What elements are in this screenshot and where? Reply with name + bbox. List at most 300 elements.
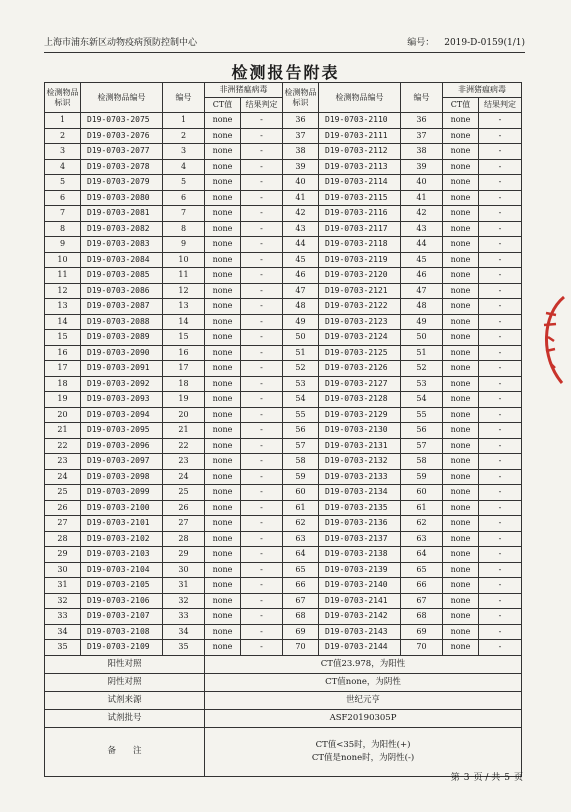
sample-code-cell: D19-0703-2077 <box>81 144 163 160</box>
result-cell: - <box>241 283 283 299</box>
ct-value-cell: none <box>205 252 241 268</box>
header-index: 编号 <box>163 83 205 113</box>
sample-id-cell: 62 <box>283 516 319 532</box>
ct-value-cell: none <box>205 113 241 129</box>
table-row <box>45 624 522 640</box>
sample-id-cell: 17 <box>45 361 81 377</box>
ct-value-cell: none <box>443 237 479 253</box>
page-current: 3 <box>463 773 470 783</box>
seal-arc <box>546 297 564 383</box>
ct-value-cell: none <box>205 516 241 532</box>
result-cell: - <box>479 423 522 439</box>
header-virus: 非洲猪瘟病毒 <box>205 83 283 98</box>
result-cell: - <box>241 299 283 315</box>
index-cell: 42 <box>401 206 443 222</box>
ct-value-cell: none <box>443 547 479 563</box>
sample-code-cell: D19-0703-2127 <box>319 376 401 392</box>
number-value: 2019-D-0159(1/1) <box>444 38 525 48</box>
sample-id-cell: 32 <box>45 593 81 609</box>
table-row <box>45 423 522 439</box>
sample-id-cell: 60 <box>283 485 319 501</box>
index-cell: 54 <box>401 392 443 408</box>
sample-code-cell: D19-0703-2119 <box>319 252 401 268</box>
header-sample-code: 检测物品编号 <box>319 83 401 113</box>
ct-value-cell: none <box>443 562 479 578</box>
index-cell: 51 <box>401 345 443 361</box>
ct-value-cell: none <box>443 314 479 330</box>
result-cell: - <box>479 392 522 408</box>
index-cell: 9 <box>163 237 205 253</box>
sample-code-cell: D19-0703-2075 <box>81 113 163 129</box>
positive-control-label: 阳性对照 <box>45 655 205 673</box>
sample-id-cell: 14 <box>45 314 81 330</box>
sample-id-cell: 10 <box>45 252 81 268</box>
table-row <box>45 175 522 191</box>
ct-value-cell: none <box>205 562 241 578</box>
result-cell: - <box>241 469 283 485</box>
header-divider <box>44 52 525 53</box>
table-row <box>45 314 522 330</box>
index-cell: 19 <box>163 392 205 408</box>
index-cell: 39 <box>401 159 443 175</box>
positive-control-value: CT值23.978，为阳性 <box>205 655 522 673</box>
result-cell: - <box>241 547 283 563</box>
index-cell: 68 <box>401 609 443 625</box>
sample-code-cell: D19-0703-2128 <box>319 392 401 408</box>
ct-value-cell: none <box>205 531 241 547</box>
sample-id-cell: 49 <box>283 314 319 330</box>
result-cell: - <box>479 609 522 625</box>
page-suffix: 页 <box>513 773 523 783</box>
index-cell: 48 <box>401 299 443 315</box>
result-cell: - <box>479 485 522 501</box>
ct-value-cell: none <box>443 624 479 640</box>
number-label: 编号： <box>407 38 435 48</box>
result-cell: - <box>479 268 522 284</box>
result-cell: - <box>479 252 522 268</box>
sample-id-cell: 1 <box>45 113 81 129</box>
sample-code-cell: D19-0703-2130 <box>319 423 401 439</box>
sample-code-cell: D19-0703-2124 <box>319 330 401 346</box>
page-indicator <box>449 770 525 783</box>
index-cell: 49 <box>401 314 443 330</box>
header-sample-id: 检测物品标识 <box>45 83 81 113</box>
ct-value-cell: none <box>443 330 479 346</box>
reagent-batch-label: 试剂批号 <box>45 709 205 727</box>
ct-value-cell: none <box>443 438 479 454</box>
sample-code-cell: D19-0703-2112 <box>319 144 401 160</box>
reagent-batch-row <box>45 709 522 727</box>
sample-code-cell: D19-0703-2092 <box>81 376 163 392</box>
sample-id-cell: 48 <box>283 299 319 315</box>
sample-code-cell: D19-0703-2116 <box>319 206 401 222</box>
result-cell: - <box>241 593 283 609</box>
sample-code-cell: D19-0703-2131 <box>319 438 401 454</box>
result-cell: - <box>241 175 283 191</box>
index-cell: 63 <box>401 531 443 547</box>
ct-value-cell: none <box>205 144 241 160</box>
result-cell: - <box>241 361 283 377</box>
report-header <box>44 36 525 50</box>
result-cell: - <box>479 624 522 640</box>
sample-id-cell: 6 <box>45 190 81 206</box>
sample-code-cell: D19-0703-2105 <box>81 578 163 594</box>
sample-code-cell: D19-0703-2113 <box>319 159 401 175</box>
result-cell: - <box>241 438 283 454</box>
table-row <box>45 376 522 392</box>
index-cell: 7 <box>163 206 205 222</box>
sample-id-cell: 12 <box>45 283 81 299</box>
ct-value-cell: none <box>443 578 479 594</box>
ct-value-cell: none <box>205 392 241 408</box>
table-row <box>45 640 522 656</box>
result-cell: - <box>479 330 522 346</box>
sample-code-cell: D19-0703-2122 <box>319 299 401 315</box>
sample-id-cell: 23 <box>45 454 81 470</box>
sample-id-cell: 31 <box>45 578 81 594</box>
ct-value-cell: none <box>443 392 479 408</box>
result-cell: - <box>479 500 522 516</box>
sample-id-cell: 44 <box>283 237 319 253</box>
index-cell: 29 <box>163 547 205 563</box>
ct-value-cell: none <box>205 376 241 392</box>
page-middle: 页 / 共 <box>473 773 501 783</box>
result-cell: - <box>241 516 283 532</box>
sample-code-cell: D19-0703-2135 <box>319 500 401 516</box>
index-cell: 36 <box>401 113 443 129</box>
ct-value-cell: none <box>205 547 241 563</box>
index-cell: 40 <box>401 175 443 191</box>
ct-value-cell: none <box>205 190 241 206</box>
sample-code-cell: D19-0703-2137 <box>319 531 401 547</box>
page-title: 检测报告附表 <box>231 63 340 82</box>
header-ct-value: CT值 <box>205 98 241 113</box>
ct-value-cell: none <box>205 423 241 439</box>
result-cell: - <box>479 175 522 191</box>
ct-value-cell: none <box>443 454 479 470</box>
sample-code-cell: D19-0703-2114 <box>319 175 401 191</box>
ct-value-cell: none <box>205 159 241 175</box>
table-row <box>45 113 522 129</box>
sample-code-cell: D19-0703-2120 <box>319 268 401 284</box>
sample-code-cell: D19-0703-2080 <box>81 190 163 206</box>
index-cell: 18 <box>163 376 205 392</box>
table-row <box>45 144 522 160</box>
result-cell: - <box>479 593 522 609</box>
sample-id-cell: 25 <box>45 485 81 501</box>
ct-value-cell: none <box>205 299 241 315</box>
results-table <box>44 82 522 777</box>
sample-code-cell: D19-0703-2117 <box>319 221 401 237</box>
result-cell: - <box>479 438 522 454</box>
remarks-label: 备 注 <box>45 727 205 776</box>
result-cell: - <box>241 376 283 392</box>
result-cell: - <box>479 190 522 206</box>
index-cell: 8 <box>163 221 205 237</box>
table-row <box>45 128 522 144</box>
ct-value-cell: none <box>205 268 241 284</box>
sample-id-cell: 16 <box>45 345 81 361</box>
ct-value-cell: none <box>443 345 479 361</box>
sample-code-cell: D19-0703-2100 <box>81 500 163 516</box>
sample-code-cell: D19-0703-2143 <box>319 624 401 640</box>
sample-code-cell: D19-0703-2095 <box>81 423 163 439</box>
ct-value-cell: none <box>205 128 241 144</box>
ct-value-cell: none <box>443 531 479 547</box>
sample-code-cell: D19-0703-2093 <box>81 392 163 408</box>
header-virus: 非洲猪瘟病毒 <box>443 83 522 98</box>
table-row <box>45 268 522 284</box>
sample-code-cell: D19-0703-2094 <box>81 407 163 423</box>
sample-code-cell: D19-0703-2090 <box>81 345 163 361</box>
sample-code-cell: D19-0703-2126 <box>319 361 401 377</box>
sample-id-cell: 36 <box>283 113 319 129</box>
result-cell: - <box>479 237 522 253</box>
sample-id-cell: 53 <box>283 376 319 392</box>
index-cell: 15 <box>163 330 205 346</box>
sample-id-cell: 3 <box>45 144 81 160</box>
index-cell: 35 <box>163 640 205 656</box>
sample-id-cell: 13 <box>45 299 81 315</box>
index-cell: 23 <box>163 454 205 470</box>
index-cell: 67 <box>401 593 443 609</box>
ct-value-cell: none <box>205 500 241 516</box>
result-cell: - <box>241 190 283 206</box>
ct-value-cell: none <box>443 609 479 625</box>
ct-value-cell: none <box>443 376 479 392</box>
sample-code-cell: D19-0703-2115 <box>319 190 401 206</box>
ct-value-cell: none <box>205 345 241 361</box>
organization-name: 上海市浦东新区动物疫病预防控制中心 <box>44 38 198 48</box>
result-cell: - <box>479 144 522 160</box>
sample-id-cell: 58 <box>283 454 319 470</box>
result-cell: - <box>479 376 522 392</box>
table-row <box>45 237 522 253</box>
ct-value-cell: none <box>443 221 479 237</box>
header-ct-value: CT值 <box>443 98 479 113</box>
table-row <box>45 330 522 346</box>
sample-id-cell: 50 <box>283 330 319 346</box>
sample-code-cell: D19-0703-2079 <box>81 175 163 191</box>
positive-control-row <box>45 655 522 673</box>
index-cell: 3 <box>163 144 205 160</box>
sample-id-cell: 63 <box>283 531 319 547</box>
sample-code-cell: D19-0703-2118 <box>319 237 401 253</box>
sample-id-cell: 41 <box>283 190 319 206</box>
result-cell: - <box>479 531 522 547</box>
sample-id-cell: 54 <box>283 392 319 408</box>
result-cell: - <box>479 578 522 594</box>
sample-code-cell: D19-0703-2136 <box>319 516 401 532</box>
sample-code-cell: D19-0703-2125 <box>319 345 401 361</box>
results-body <box>45 113 522 777</box>
sample-id-cell: 55 <box>283 407 319 423</box>
ct-value-cell: none <box>205 361 241 377</box>
sample-id-cell: 21 <box>45 423 81 439</box>
sample-id-cell: 64 <box>283 547 319 563</box>
remarks-line-1: CT值<35时，为阳性(+) <box>315 739 411 750</box>
sample-id-cell: 8 <box>45 221 81 237</box>
result-cell: - <box>479 516 522 532</box>
result-cell: - <box>241 206 283 222</box>
sample-code-cell: D19-0703-2132 <box>319 454 401 470</box>
ct-value-cell: none <box>205 175 241 191</box>
result-cell: - <box>241 392 283 408</box>
sample-code-cell: D19-0703-2110 <box>319 113 401 129</box>
sample-code-cell: D19-0703-2138 <box>319 547 401 563</box>
ct-value-cell: none <box>443 252 479 268</box>
sample-code-cell: D19-0703-2085 <box>81 268 163 284</box>
reagent-source-value: 世纪元亨 <box>205 691 522 709</box>
remarks-row <box>45 727 522 776</box>
negative-control-label: 阴性对照 <box>45 673 205 691</box>
result-cell: - <box>241 407 283 423</box>
table-row <box>45 562 522 578</box>
sample-id-cell: 57 <box>283 438 319 454</box>
table-row <box>45 392 522 408</box>
table-row <box>45 516 522 532</box>
sample-id-cell: 37 <box>283 128 319 144</box>
result-cell: - <box>479 283 522 299</box>
index-cell: 38 <box>401 144 443 160</box>
index-cell: 62 <box>401 516 443 532</box>
table-row <box>45 454 522 470</box>
index-cell: 65 <box>401 562 443 578</box>
red-stamp-seal <box>536 295 566 385</box>
result-cell: - <box>479 407 522 423</box>
sample-id-cell: 26 <box>45 500 81 516</box>
sample-id-cell: 46 <box>283 268 319 284</box>
table-row <box>45 159 522 175</box>
sample-code-cell: D19-0703-2088 <box>81 314 163 330</box>
ct-value-cell: none <box>443 206 479 222</box>
sample-id-cell: 2 <box>45 128 81 144</box>
result-cell: - <box>241 314 283 330</box>
ct-value-cell: none <box>443 175 479 191</box>
header-sample-id: 检测物品标识 <box>283 83 319 113</box>
index-cell: 10 <box>163 252 205 268</box>
sample-code-cell: D19-0703-2108 <box>81 624 163 640</box>
sample-code-cell: D19-0703-2076 <box>81 128 163 144</box>
sample-code-cell: D19-0703-2086 <box>81 283 163 299</box>
negative-control-row <box>45 673 522 691</box>
sample-id-cell: 66 <box>283 578 319 594</box>
ct-value-cell: none <box>443 500 479 516</box>
result-cell: - <box>479 314 522 330</box>
index-cell: 60 <box>401 485 443 501</box>
sample-code-cell: D19-0703-2101 <box>81 516 163 532</box>
index-cell: 66 <box>401 578 443 594</box>
ct-value-cell: none <box>205 330 241 346</box>
table-row <box>45 283 522 299</box>
sample-id-cell: 70 <box>283 640 319 656</box>
report-number <box>397 36 525 50</box>
result-cell: - <box>241 562 283 578</box>
result-cell: - <box>241 159 283 175</box>
sample-id-cell: 9 <box>45 237 81 253</box>
result-cell: - <box>479 469 522 485</box>
ct-value-cell: none <box>443 593 479 609</box>
index-cell: 11 <box>163 268 205 284</box>
sample-id-cell: 47 <box>283 283 319 299</box>
result-cell: - <box>479 454 522 470</box>
ct-value-cell: none <box>205 624 241 640</box>
header-result: 结果判定 <box>479 98 522 113</box>
sample-id-cell: 51 <box>283 345 319 361</box>
sample-id-cell: 11 <box>45 268 81 284</box>
result-cell: - <box>241 237 283 253</box>
table-row <box>45 469 522 485</box>
table-row <box>45 190 522 206</box>
index-cell: 26 <box>163 500 205 516</box>
ct-value-cell: none <box>205 640 241 656</box>
sample-code-cell: D19-0703-2111 <box>319 128 401 144</box>
index-cell: 25 <box>163 485 205 501</box>
result-cell: - <box>241 485 283 501</box>
index-cell: 6 <box>163 190 205 206</box>
sample-code-cell: D19-0703-2144 <box>319 640 401 656</box>
table-row <box>45 407 522 423</box>
header-sample-code: 检测物品编号 <box>81 83 163 113</box>
sample-id-cell: 42 <box>283 206 319 222</box>
sample-id-cell: 34 <box>45 624 81 640</box>
index-cell: 22 <box>163 438 205 454</box>
index-cell: 14 <box>163 314 205 330</box>
sample-id-cell: 33 <box>45 609 81 625</box>
ct-value-cell: none <box>205 221 241 237</box>
result-cell: - <box>241 454 283 470</box>
index-cell: 2 <box>163 128 205 144</box>
sample-id-cell: 5 <box>45 175 81 191</box>
sample-code-cell: D19-0703-2084 <box>81 252 163 268</box>
ct-value-cell: none <box>443 283 479 299</box>
index-cell: 37 <box>401 128 443 144</box>
index-cell: 45 <box>401 252 443 268</box>
page-prefix: 第 <box>450 773 460 783</box>
sample-id-cell: 24 <box>45 469 81 485</box>
index-cell: 46 <box>401 268 443 284</box>
sample-id-cell: 65 <box>283 562 319 578</box>
result-cell: - <box>241 268 283 284</box>
ct-value-cell: none <box>443 159 479 175</box>
result-cell: - <box>479 562 522 578</box>
sample-id-cell: 20 <box>45 407 81 423</box>
ct-value-cell: none <box>443 299 479 315</box>
ct-value-cell: none <box>205 454 241 470</box>
result-cell: - <box>479 159 522 175</box>
index-cell: 64 <box>401 547 443 563</box>
index-cell: 44 <box>401 237 443 253</box>
sample-code-cell: D19-0703-2099 <box>81 485 163 501</box>
ct-value-cell: none <box>205 578 241 594</box>
sample-code-cell: D19-0703-2098 <box>81 469 163 485</box>
result-cell: - <box>241 531 283 547</box>
table-row <box>45 593 522 609</box>
sample-code-cell: D19-0703-2141 <box>319 593 401 609</box>
result-cell: - <box>479 299 522 315</box>
index-cell: 12 <box>163 283 205 299</box>
sample-id-cell: 38 <box>283 144 319 160</box>
ct-value-cell: none <box>443 361 479 377</box>
table-row <box>45 609 522 625</box>
negative-control-value: CT值none，为阴性 <box>205 673 522 691</box>
header-result: 结果判定 <box>241 98 283 113</box>
ct-value-cell: none <box>205 237 241 253</box>
sample-code-cell: D19-0703-2087 <box>81 299 163 315</box>
reagent-source-row <box>45 691 522 709</box>
index-cell: 5 <box>163 175 205 191</box>
sample-id-cell: 40 <box>283 175 319 191</box>
